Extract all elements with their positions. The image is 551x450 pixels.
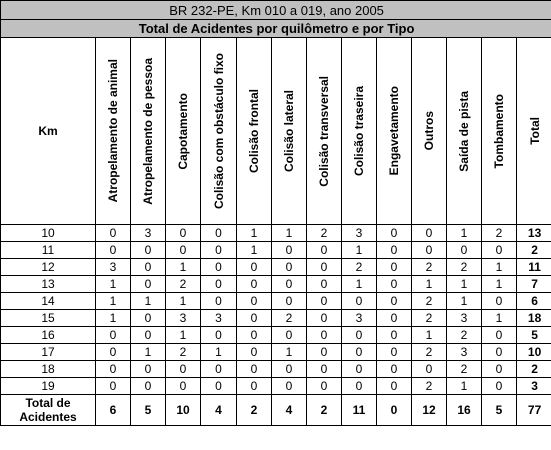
count-cell[interactable]: 1 bbox=[96, 310, 131, 327]
subtitle-row bbox=[1, 20, 551, 38]
count-cell[interactable]: 1 bbox=[447, 378, 482, 395]
count-cell[interactable]: 0 bbox=[447, 242, 482, 259]
count-cell[interactable]: 0 bbox=[342, 327, 377, 344]
count-cell[interactable]: 0 bbox=[131, 259, 166, 276]
totals-label-line1: Total de bbox=[25, 396, 71, 410]
count-cell[interactable]: 0 bbox=[307, 361, 342, 378]
count-cell[interactable]: 1 bbox=[482, 310, 517, 327]
count-cell[interactable]: 0 bbox=[237, 310, 272, 327]
count-cell[interactable]: 2 bbox=[412, 293, 447, 310]
count-cell[interactable]: 0 bbox=[272, 276, 307, 293]
km-cell[interactable]: 10 bbox=[1, 225, 96, 242]
count-cell[interactable]: 0 bbox=[272, 259, 307, 276]
count-cell[interactable]: 0 bbox=[377, 378, 412, 395]
count-cell[interactable]: 0 bbox=[131, 378, 166, 395]
km-cell[interactable]: 17 bbox=[1, 344, 96, 361]
count-cell[interactable]: 0 bbox=[131, 276, 166, 293]
count-cell[interactable]: 1 bbox=[272, 225, 307, 242]
count-cell[interactable]: 3 bbox=[131, 225, 166, 242]
count-cell[interactable]: 3 bbox=[447, 344, 482, 361]
count-cell[interactable]: 0 bbox=[307, 293, 342, 310]
row-total-cell[interactable]: 3 bbox=[517, 378, 551, 395]
count-cell[interactable]: 0 bbox=[272, 327, 307, 344]
table-title[interactable]: BR 232-PE, Km 010 a 019, ano 2005 bbox=[1, 1, 551, 20]
count-cell[interactable]: 0 bbox=[237, 361, 272, 378]
count-cell[interactable]: 1 bbox=[482, 276, 517, 293]
count-cell[interactable]: 0 bbox=[131, 327, 166, 344]
count-cell[interactable]: 1 bbox=[131, 344, 166, 361]
total-cell[interactable]: 6 bbox=[96, 395, 131, 426]
count-cell[interactable]: 3 bbox=[342, 225, 377, 242]
col-header-label: Colisão frontal bbox=[247, 88, 261, 173]
table-row bbox=[1, 310, 551, 327]
count-cell[interactable]: 0 bbox=[237, 259, 272, 276]
count-cell[interactable]: 2 bbox=[412, 259, 447, 276]
count-cell[interactable]: 0 bbox=[307, 378, 342, 395]
column-header-row bbox=[1, 38, 551, 225]
count-cell[interactable]: 0 bbox=[307, 327, 342, 344]
row-total-cell[interactable]: 5 bbox=[517, 327, 551, 344]
total-cell[interactable]: 0 bbox=[377, 395, 412, 426]
count-cell[interactable]: 2 bbox=[166, 276, 201, 293]
count-cell[interactable]: 0 bbox=[96, 378, 131, 395]
count-cell[interactable]: 1 bbox=[166, 259, 201, 276]
count-cell[interactable]: 3 bbox=[96, 259, 131, 276]
count-cell[interactable]: 0 bbox=[272, 378, 307, 395]
table-subtitle[interactable]: Total de Acidentes por quilômetro e por Tipo bbox=[1, 20, 551, 38]
count-cell[interactable]: 0 bbox=[412, 361, 447, 378]
count-cell[interactable]: 0 bbox=[272, 361, 307, 378]
count-cell[interactable]: 3 bbox=[447, 310, 482, 327]
count-cell[interactable]: 0 bbox=[96, 327, 131, 344]
col-header-label: Colisão traseira bbox=[352, 85, 366, 177]
total-cell[interactable]: 11 bbox=[342, 395, 377, 426]
count-cell[interactable]: 0 bbox=[377, 293, 412, 310]
col-header-total[interactable] bbox=[517, 38, 551, 225]
totals-label-line2: Acidentes bbox=[19, 410, 77, 424]
total-cell[interactable]: 2 bbox=[237, 395, 272, 426]
km-cell[interactable]: 13 bbox=[1, 276, 96, 293]
count-cell[interactable]: 0 bbox=[237, 327, 272, 344]
count-cell[interactable]: 0 bbox=[377, 310, 412, 327]
count-cell[interactable]: 0 bbox=[377, 259, 412, 276]
col-header-tombamento[interactable] bbox=[482, 38, 517, 225]
count-cell[interactable]: 0 bbox=[201, 361, 237, 378]
col-header-saida-de-pista[interactable] bbox=[447, 38, 482, 225]
count-cell[interactable]: 3 bbox=[342, 310, 377, 327]
count-cell[interactable]: 0 bbox=[166, 378, 201, 395]
count-cell[interactable]: 0 bbox=[272, 242, 307, 259]
count-cell[interactable]: 0 bbox=[307, 276, 342, 293]
table-row bbox=[1, 225, 551, 242]
col-header-colisao-obstaculo-fixo[interactable] bbox=[201, 38, 237, 225]
col-header-capotamento[interactable] bbox=[166, 38, 201, 225]
count-cell[interactable]: 0 bbox=[377, 242, 412, 259]
count-cell[interactable]: 0 bbox=[201, 225, 237, 242]
count-cell[interactable]: 0 bbox=[96, 361, 131, 378]
count-cell[interactable]: 2 bbox=[342, 259, 377, 276]
row-total-cell[interactable]: 7 bbox=[517, 276, 551, 293]
km-cell[interactable]: 14 bbox=[1, 293, 96, 310]
table-row bbox=[1, 378, 551, 395]
count-cell[interactable]: 0 bbox=[342, 344, 377, 361]
count-cell[interactable]: 2 bbox=[447, 361, 482, 378]
col-header-label: Colisão transversal bbox=[317, 75, 331, 187]
count-cell[interactable]: 3 bbox=[201, 310, 237, 327]
row-total-cell[interactable]: 2 bbox=[517, 361, 551, 378]
count-cell[interactable]: 1 bbox=[166, 327, 201, 344]
count-cell[interactable]: 1 bbox=[412, 327, 447, 344]
totals-row bbox=[1, 395, 551, 426]
km-cell[interactable]: 11 bbox=[1, 242, 96, 259]
count-cell[interactable]: 0 bbox=[482, 378, 517, 395]
count-cell[interactable]: 0 bbox=[201, 327, 237, 344]
row-total-cell[interactable]: 18 bbox=[517, 310, 551, 327]
count-cell[interactable]: 0 bbox=[237, 293, 272, 310]
count-cell[interactable]: 2 bbox=[272, 310, 307, 327]
count-cell[interactable]: 2 bbox=[412, 344, 447, 361]
total-cell[interactable]: 10 bbox=[166, 395, 201, 426]
count-cell[interactable]: 0 bbox=[342, 378, 377, 395]
col-header-colisao-traseira[interactable] bbox=[342, 38, 377, 225]
count-cell[interactable]: 2 bbox=[447, 259, 482, 276]
total-cell[interactable]: 5 bbox=[131, 395, 166, 426]
total-cell[interactable]: 12 bbox=[412, 395, 447, 426]
count-cell[interactable]: 2 bbox=[482, 225, 517, 242]
km-cell[interactable]: 16 bbox=[1, 327, 96, 344]
col-header-label: Tombamento bbox=[492, 93, 506, 169]
count-cell[interactable]: 1 bbox=[96, 293, 131, 310]
col-header-label: Engavetamento bbox=[387, 86, 401, 176]
count-cell[interactable]: 0 bbox=[412, 242, 447, 259]
count-cell[interactable]: 0 bbox=[237, 344, 272, 361]
table-row bbox=[1, 327, 551, 344]
row-total-cell[interactable]: 6 bbox=[517, 293, 551, 310]
total-cell[interactable]: 2 bbox=[307, 395, 342, 426]
count-cell[interactable]: 0 bbox=[482, 344, 517, 361]
count-cell[interactable]: 0 bbox=[166, 361, 201, 378]
count-cell[interactable]: 0 bbox=[96, 242, 131, 259]
count-cell[interactable]: 1 bbox=[201, 344, 237, 361]
count-cell[interactable]: 0 bbox=[96, 225, 131, 242]
count-cell[interactable]: 1 bbox=[166, 293, 201, 310]
km-cell[interactable]: 15 bbox=[1, 310, 96, 327]
count-cell[interactable]: 2 bbox=[412, 310, 447, 327]
col-header-colisao-lateral[interactable] bbox=[272, 38, 307, 225]
count-cell[interactable]: 0 bbox=[166, 242, 201, 259]
count-cell[interactable]: 0 bbox=[201, 242, 237, 259]
count-cell[interactable]: 0 bbox=[131, 242, 166, 259]
count-cell[interactable]: 0 bbox=[482, 293, 517, 310]
count-cell[interactable]: 0 bbox=[307, 259, 342, 276]
count-cell[interactable]: 1 bbox=[342, 242, 377, 259]
col-header-label: Capotamento bbox=[176, 92, 190, 170]
table-row bbox=[1, 259, 551, 276]
count-cell[interactable]: 0 bbox=[377, 225, 412, 242]
total-cell[interactable]: 16 bbox=[447, 395, 482, 426]
count-cell[interactable]: 0 bbox=[201, 276, 237, 293]
count-cell[interactable]: 2 bbox=[307, 225, 342, 242]
count-cell[interactable]: 2 bbox=[412, 378, 447, 395]
count-cell[interactable]: 0 bbox=[342, 293, 377, 310]
count-cell[interactable]: 0 bbox=[307, 310, 342, 327]
count-cell[interactable]: 0 bbox=[482, 327, 517, 344]
table-row bbox=[1, 361, 551, 378]
data-rows bbox=[1, 225, 551, 395]
col-header-atropelamento-animal[interactable] bbox=[96, 38, 131, 225]
col-header-label: Atropelamento de pessoa bbox=[141, 57, 155, 205]
col-header-label: Atropelamento de animal bbox=[106, 59, 120, 203]
count-cell[interactable]: 1 bbox=[482, 259, 517, 276]
km-column-header[interactable]: Km bbox=[1, 38, 96, 225]
count-cell[interactable]: 1 bbox=[131, 293, 166, 310]
count-cell[interactable]: 0 bbox=[201, 378, 237, 395]
count-cell[interactable]: 2 bbox=[166, 344, 201, 361]
row-total-cell[interactable]: 2 bbox=[517, 242, 551, 259]
count-cell[interactable]: 0 bbox=[96, 344, 131, 361]
table-row bbox=[1, 276, 551, 293]
km-cell[interactable]: 19 bbox=[1, 378, 96, 395]
count-cell[interactable]: 0 bbox=[412, 225, 447, 242]
count-cell[interactable]: 0 bbox=[237, 276, 272, 293]
col-header-label: Total bbox=[527, 117, 542, 145]
count-cell[interactable]: 0 bbox=[237, 378, 272, 395]
title-row bbox=[1, 1, 551, 20]
total-cell[interactable]: 4 bbox=[201, 395, 237, 426]
col-header-engavetamento[interactable] bbox=[377, 38, 412, 225]
col-header-outros[interactable] bbox=[412, 38, 447, 225]
count-cell[interactable]: 0 bbox=[131, 361, 166, 378]
count-cell[interactable]: 0 bbox=[377, 361, 412, 378]
count-cell[interactable]: 1 bbox=[96, 276, 131, 293]
count-cell[interactable]: 0 bbox=[307, 242, 342, 259]
count-cell[interactable]: 0 bbox=[377, 344, 412, 361]
row-total-cell[interactable]: 11 bbox=[517, 259, 551, 276]
count-cell[interactable]: 0 bbox=[201, 293, 237, 310]
col-header-label: Saída de pista bbox=[457, 90, 471, 172]
row-total-cell[interactable]: 13 bbox=[517, 225, 551, 242]
table-row bbox=[1, 293, 551, 310]
grand-total-cell[interactable]: 77 bbox=[517, 395, 551, 426]
count-cell[interactable]: 0 bbox=[166, 225, 201, 242]
count-cell[interactable]: 1 bbox=[447, 276, 482, 293]
col-header-label: Colisão lateral bbox=[282, 89, 296, 173]
col-header-label: Colisão com obstáculo fixo bbox=[211, 52, 226, 210]
count-cell[interactable]: 0 bbox=[482, 361, 517, 378]
count-cell[interactable]: 1 bbox=[447, 225, 482, 242]
km-cell[interactable]: 12 bbox=[1, 259, 96, 276]
km-cell[interactable]: 18 bbox=[1, 361, 96, 378]
count-cell[interactable]: 0 bbox=[272, 293, 307, 310]
count-cell[interactable]: 1 bbox=[272, 344, 307, 361]
count-cell[interactable]: 1 bbox=[237, 242, 272, 259]
count-cell[interactable]: 1 bbox=[237, 225, 272, 242]
table-row bbox=[1, 242, 551, 259]
col-header-label: Outros bbox=[422, 111, 436, 151]
col-header-atropelamento-pessoa[interactable] bbox=[131, 38, 166, 225]
col-header-colisao-transversal[interactable] bbox=[307, 38, 342, 225]
count-cell[interactable]: 0 bbox=[342, 361, 377, 378]
total-cell[interactable]: 4 bbox=[272, 395, 307, 426]
count-cell[interactable]: 0 bbox=[131, 310, 166, 327]
table-row bbox=[1, 344, 551, 361]
count-cell[interactable]: 0 bbox=[377, 276, 412, 293]
count-cell[interactable]: 1 bbox=[342, 276, 377, 293]
count-cell[interactable]: 3 bbox=[166, 310, 201, 327]
count-cell[interactable]: 2 bbox=[447, 327, 482, 344]
col-header-colisao-frontal[interactable] bbox=[237, 38, 272, 225]
row-total-cell[interactable]: 10 bbox=[517, 344, 551, 361]
count-cell[interactable]: 0 bbox=[201, 259, 237, 276]
totals-label-cell[interactable] bbox=[1, 395, 96, 426]
count-cell[interactable]: 1 bbox=[447, 293, 482, 310]
total-cell[interactable]: 5 bbox=[482, 395, 517, 426]
count-cell[interactable]: 1 bbox=[412, 276, 447, 293]
count-cell[interactable]: 0 bbox=[307, 344, 342, 361]
count-cell[interactable]: 0 bbox=[377, 327, 412, 344]
count-cell[interactable]: 0 bbox=[482, 242, 517, 259]
